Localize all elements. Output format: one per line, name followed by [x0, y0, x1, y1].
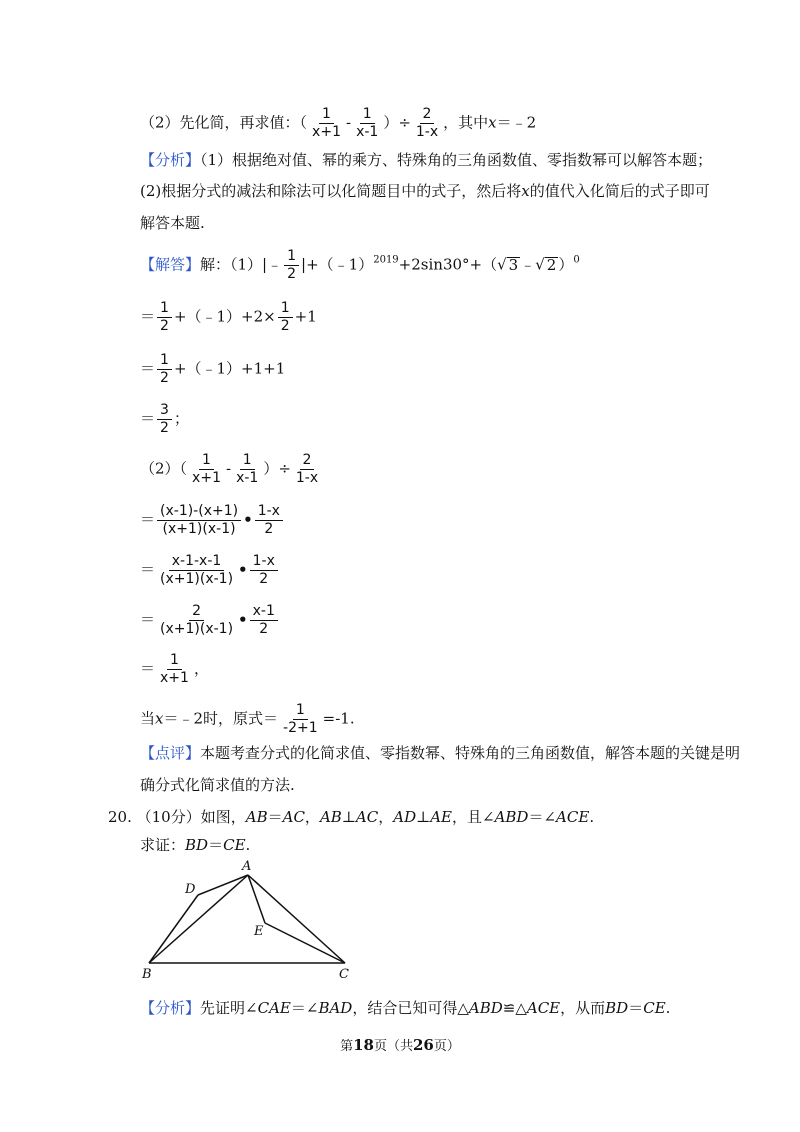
text: ＝: [140, 409, 156, 428]
variable: AB: [245, 808, 268, 826]
fraction: [157, 402, 172, 437]
fraction: [353, 106, 381, 141]
text: +1: [294, 307, 317, 326]
text: ＝: [140, 510, 156, 529]
numerator: x-1: [250, 603, 278, 621]
variable: x: [521, 182, 530, 200]
text: 求证：: [140, 836, 186, 854]
denominator: (x+1)(x-1): [160, 621, 234, 637]
denominator: 2: [160, 318, 169, 334]
denominator: x-1: [356, 124, 379, 140]
page-total: 26: [413, 1036, 434, 1054]
variable: AB: [319, 808, 342, 826]
fraction: [157, 300, 172, 335]
variable: ACE: [556, 808, 590, 826]
numerator: 1: [360, 106, 375, 124]
comment-line-1: [140, 743, 740, 763]
fraction: [233, 452, 261, 487]
label-C: C: [339, 967, 349, 982]
text: ，: [304, 808, 320, 826]
exponent: 2019: [373, 254, 399, 266]
numerator: 2: [300, 452, 315, 470]
denominator: x+1: [192, 470, 221, 486]
analysis-line-1: [140, 150, 712, 170]
text: ）÷: [263, 459, 291, 478]
text: 的值代入化简后的式子即可: [529, 182, 710, 200]
denominator: (x+1)(x-1): [160, 571, 234, 587]
text: ＝: [140, 307, 156, 326]
text: ＝﹣2: [496, 113, 537, 132]
geometry-figure: [130, 855, 370, 985]
analysis-tag: 【分析】: [140, 999, 201, 1017]
variable: CAE: [257, 999, 291, 1017]
fraction: [250, 553, 278, 588]
solution-part2-step-1: [140, 503, 285, 538]
question-20: [108, 807, 594, 827]
text: -: [225, 459, 232, 478]
numerator: 1: [293, 702, 308, 720]
analysis-2: [140, 998, 670, 1018]
page-footer: [0, 1035, 800, 1054]
variable: AC: [282, 808, 305, 826]
solution-part2-step-2: [140, 553, 280, 588]
denominator: x+1: [160, 670, 189, 686]
segment-BD: [149, 895, 198, 963]
text: +2sin30°+（: [398, 255, 498, 274]
denominator: 2: [259, 621, 269, 637]
label-E: E: [254, 924, 264, 939]
fraction: [157, 553, 236, 588]
text: ，其中: [443, 113, 489, 132]
radicand: 3: [508, 255, 519, 274]
text: ）: [558, 255, 574, 274]
solution-part2-step-3: [140, 603, 280, 638]
solution-part2-head: [140, 452, 323, 487]
text: .: [589, 808, 595, 826]
text: +（﹣1）+1+1: [173, 359, 286, 378]
text: .: [665, 999, 671, 1017]
fraction: [157, 603, 236, 638]
solution-step-3: [140, 402, 189, 437]
variable: ABD: [468, 999, 503, 1017]
part2-problem: [140, 106, 536, 141]
denominator: 2: [287, 266, 297, 282]
label-B: B: [142, 967, 152, 982]
segment-EC: [265, 923, 345, 963]
text: 当: [140, 709, 156, 728]
text: .: [245, 836, 251, 854]
question-number: 20.: [108, 808, 132, 826]
analysis-line-2: [140, 181, 710, 201]
text: （2）（: [140, 459, 188, 478]
solution-tag: 【解答】: [140, 255, 201, 274]
numerator: (x-1)-(x+1): [157, 503, 241, 521]
radicand: 2: [546, 255, 557, 274]
numerator: 2: [420, 106, 435, 124]
label-D: D: [185, 882, 196, 897]
variable: AE: [430, 808, 452, 826]
numerator: 1: [157, 300, 172, 318]
text: ，从而: [560, 999, 606, 1017]
variable: x: [155, 709, 164, 728]
text: ＝: [628, 999, 644, 1017]
solution-part2-step-4: [140, 652, 209, 687]
text: |+（﹣1）: [301, 255, 374, 274]
analysis-line-3: 解答本题.: [140, 214, 205, 232]
text: 先证明∠: [200, 999, 258, 1017]
text: ）÷: [383, 113, 411, 132]
variable: BAD: [318, 999, 353, 1017]
page-number: 18: [353, 1036, 374, 1054]
segment-AC: [248, 875, 345, 963]
question-20-prove: [140, 835, 250, 855]
exponent: 0: [573, 254, 580, 266]
text: •: [238, 610, 248, 629]
denominator: 2: [160, 370, 169, 386]
fraction: [157, 352, 172, 387]
numerator: 1: [240, 452, 255, 470]
numerator: 2: [189, 603, 204, 621]
numerator: 1: [199, 452, 214, 470]
numerator: 1: [319, 106, 334, 124]
text: ⊥: [416, 808, 431, 826]
text: ⊥: [341, 808, 356, 826]
text: ，: [193, 659, 209, 678]
fraction: [255, 503, 283, 538]
text: ，且∠: [452, 808, 495, 826]
numerator: 1: [157, 352, 172, 370]
text: ＝: [140, 610, 156, 629]
text: ＝: [140, 359, 156, 378]
fraction: [284, 248, 299, 283]
variable: AD: [393, 808, 417, 826]
denominator: 2: [264, 521, 274, 537]
denominator: 1-x: [295, 470, 319, 486]
text: ＝﹣2时，原式＝: [163, 709, 279, 728]
numerator: 1-x: [255, 503, 283, 521]
numerator: 1: [284, 248, 299, 266]
denominator: x-1: [236, 470, 259, 486]
label-A: A: [242, 859, 252, 874]
text: 页）: [433, 1039, 460, 1054]
text: （1）根据绝对值、幂的乘方、特殊角的三角函数值、零指数幂可以解答本题；: [200, 151, 713, 169]
fraction: [157, 652, 192, 687]
numerator: x-1-x-1: [169, 553, 225, 571]
numerator: 1: [278, 300, 293, 318]
variable: CE: [223, 836, 246, 854]
text: （2）先化简，再求值：（: [140, 113, 308, 132]
text: ＝∠: [290, 999, 319, 1017]
text: •: [243, 510, 253, 529]
text: 解：（1）|﹣: [200, 255, 283, 274]
fraction: [280, 702, 321, 737]
fraction: [278, 300, 293, 335]
fraction: [413, 106, 441, 141]
denominator: (x+1)(x-1): [162, 521, 236, 537]
text: 页（共: [373, 1039, 413, 1054]
text: ，: [378, 808, 394, 826]
text: -: [345, 113, 352, 132]
variable: x: [488, 113, 497, 132]
text: （10分）如图，: [136, 808, 246, 826]
text: •: [238, 560, 248, 579]
variable: BD: [185, 836, 209, 854]
fraction: [157, 503, 241, 538]
variable: ACE: [526, 999, 561, 1017]
denominator: -2+1: [283, 720, 318, 736]
text: 本题考查分式的化简求值、零指数幂、特殊角的三角函数值，解答本题的关键是明: [200, 744, 741, 762]
variable: ABD: [494, 808, 529, 826]
text: ﹣: [520, 255, 536, 274]
denominator: 2: [160, 420, 169, 436]
numerator: 1-x: [250, 553, 278, 571]
text: =-1.: [322, 709, 355, 728]
denominator: 2: [280, 318, 290, 334]
text: ≌△: [502, 999, 527, 1017]
variable: CE: [643, 999, 666, 1017]
comment-tag: 【点评】: [140, 744, 201, 762]
denominator: 2: [259, 571, 269, 587]
text: ＝: [208, 836, 224, 854]
variable: AC: [355, 808, 379, 826]
solution-step-2: [140, 352, 285, 387]
solution-step-1: [140, 300, 317, 335]
fraction: [293, 452, 321, 487]
comment-line-2: 确分式化简求值的方法.: [140, 776, 295, 794]
text: +（﹣1）+2×: [173, 307, 276, 326]
denominator: 1-x: [415, 124, 439, 140]
text: ＝: [140, 560, 156, 579]
segment-DA: [198, 875, 248, 895]
fraction: [309, 106, 344, 141]
text: (2)根据分式的减法和除法可以化简题目中的式子，然后将: [140, 182, 522, 200]
segment-BA: [149, 875, 248, 963]
fraction: [250, 603, 278, 638]
variable: BD: [605, 999, 629, 1017]
text: ＝: [267, 808, 283, 826]
analysis-tag: 【分析】: [140, 151, 201, 169]
text: 第: [340, 1039, 354, 1054]
solution-line-head: 【解答】解：（1）|﹣ $\frac{1}{2}$ |+（﹣1）$^{2019}$+2sin30°+（√ 3 ﹣√ 2 ）$^0$: [140, 248, 580, 282]
numerator: 3: [157, 402, 172, 420]
text: ＝∠: [528, 808, 557, 826]
denominator: x+1: [312, 124, 341, 140]
numerator: 1: [167, 652, 182, 670]
solution-evaluate: [140, 702, 355, 737]
text: ；: [173, 409, 189, 428]
text: ＝: [140, 659, 156, 678]
fraction: [189, 452, 224, 487]
text: ，结合已知可得△: [352, 999, 469, 1017]
